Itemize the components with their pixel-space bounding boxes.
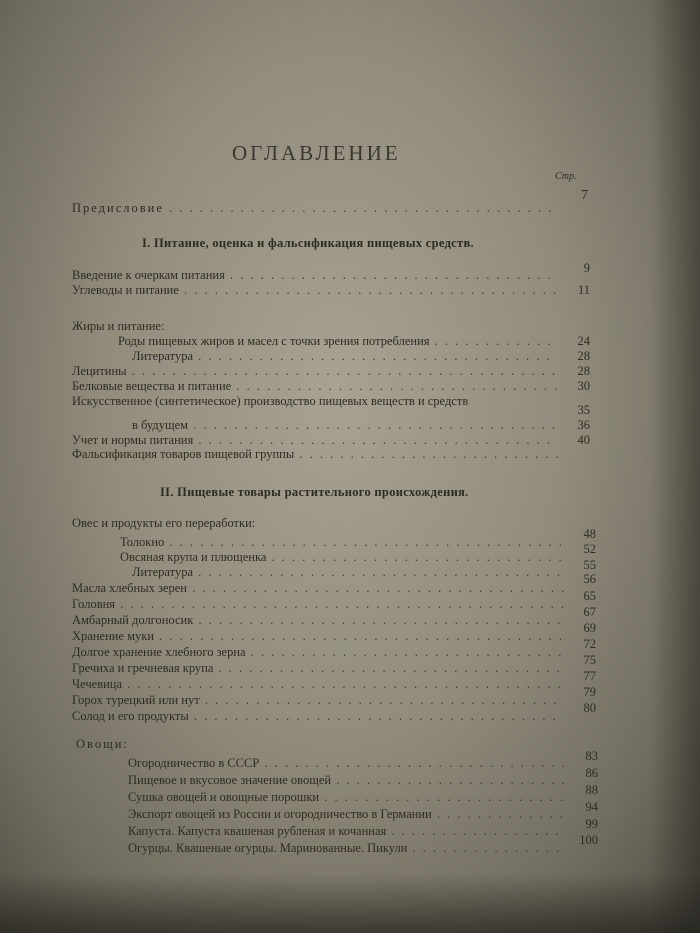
entry-page: 72: [583, 637, 596, 651]
entry-title: Огородничество в СССР . . .: [128, 756, 566, 770]
page-shadow-bottom: [0, 873, 700, 933]
entry-page: 94: [585, 800, 598, 814]
entry-page: 56: [583, 572, 596, 586]
entry-title: Фальсификация товаров пищевой группы . . .: [72, 447, 558, 461]
entry-page: 67: [583, 605, 596, 619]
entry-title: Толокно . . .: [120, 535, 564, 549]
toc-entry: [72, 669, 596, 691]
entry-title: Головня . . .: [72, 597, 564, 611]
entry-page: 88: [585, 783, 598, 797]
entry-title: Искусственное (синтетическое) производство пищевых веществ и средств: [72, 394, 469, 408]
toc-entry: [120, 527, 596, 549]
toc-entry: [72, 364, 590, 378]
entry-title: Чечевица . . .: [72, 677, 564, 691]
toc-entry: [72, 621, 596, 643]
toc-entry: [128, 766, 598, 787]
entry-title: Литература . . .: [132, 565, 564, 579]
toc-entry: [72, 605, 596, 627]
toc-entry: [72, 433, 590, 447]
entry-title: Солод и его продукты . . .: [72, 709, 564, 723]
entry-title: Овощи:: [76, 737, 129, 751]
toc-entry: [72, 319, 590, 333]
toc-entry: [132, 418, 590, 432]
page-shadow-right: [650, 0, 700, 933]
entry-page: 86: [585, 766, 598, 780]
toc-entry: [72, 283, 590, 297]
toc-entry: [132, 558, 596, 579]
toc-entry: [128, 783, 598, 804]
entry-title: Огурцы. Квашеные огурцы. Маринованные. Пикули . . .: [128, 841, 566, 855]
entry-page: 52: [583, 542, 596, 556]
toc-entry: [118, 334, 590, 348]
entry-title: Жиры и питание:: [72, 319, 165, 333]
section-title-2: II. Пищевые товары растительного происхождения.: [160, 485, 469, 499]
toc-entry: [72, 394, 590, 417]
entry-page: 40: [577, 433, 590, 447]
toc-entry: [72, 653, 596, 675]
entry-title: Экспорт овощей из России и огородничество в Германии . . .: [128, 807, 566, 821]
entry-title: Гречиха и гречневая крупа . . .: [72, 661, 564, 675]
entry-page: 69: [583, 621, 596, 635]
toc-entry: [128, 817, 598, 838]
entry-page: 80: [583, 701, 596, 715]
page-column-label: Стр.: [555, 171, 577, 182]
entry-title: Лецитины . . .: [72, 364, 558, 378]
toc-entry: [72, 516, 596, 530]
toc-entry: [72, 379, 590, 393]
entry-title: Пищевое и вкусовое значение овощей . . .: [128, 773, 566, 787]
entry-page: 9: [583, 261, 590, 275]
toc-entry: [72, 261, 590, 282]
entry-page: 7: [581, 188, 588, 203]
entry-page: 79: [583, 685, 596, 699]
toc-entry-preface: [72, 188, 588, 215]
entry-title: Горох турецкий или нут . . .: [72, 693, 564, 707]
toc-heading: ОГЛАВЛЕНИЕ: [232, 141, 401, 165]
entry-title: Введение к очеркам питания . . .: [72, 268, 558, 282]
toc-entry: [128, 800, 598, 821]
toc-entry: [128, 749, 598, 770]
entry-title: Капуста. Капуста квашеная рубленая и кочанная . . .: [128, 824, 566, 838]
entry-page: 24: [577, 334, 590, 348]
entry-page: 65: [583, 589, 596, 603]
entry-page: 100: [579, 833, 598, 847]
entry-title: Учет и нормы питания . . .: [72, 433, 558, 447]
toc-entry: [72, 701, 596, 723]
entry-page: 48: [583, 527, 596, 541]
section-title-1: I. Питание, оценка и фальсификация пищевых средств.: [142, 236, 474, 250]
entry-page: 35: [577, 403, 590, 417]
toc-entry: [132, 349, 590, 363]
entry-page: 28: [577, 364, 590, 378]
entry-title: Масла хлебных зерен . . .: [72, 581, 564, 595]
entry-title: Овес и продукты его переработки:: [72, 516, 256, 530]
entry-page: 83: [585, 749, 598, 763]
entry-title: Углеводы и питание . . .: [72, 283, 558, 297]
toc-entry: [72, 447, 590, 461]
entry-title: в будущем . . .: [132, 418, 558, 432]
entry-title: Роды пищевых жиров и масел с точки зрения потребления . . .: [118, 334, 558, 348]
toc-entry: [72, 637, 596, 659]
entry-title: Долгое хранение хлебного зерна . . .: [72, 645, 564, 659]
entry-title: Овсяная крупа и плющенка . . .: [120, 550, 564, 564]
entry-page: 99: [585, 817, 598, 831]
toc-entry: [72, 685, 596, 707]
entry-title: Хранение муки . . .: [72, 629, 564, 643]
entry-title: Сушка овощей и овощные порошки . . .: [128, 790, 566, 804]
entry-page: 11: [577, 283, 590, 297]
entry-page: 28: [577, 349, 590, 363]
toc-entry: [128, 833, 598, 855]
entry-page: 36: [577, 418, 590, 432]
entry-page: 55: [583, 558, 596, 572]
entry-title: Предисловие . . .: [72, 201, 556, 215]
entry-title: Литература . . .: [132, 349, 558, 363]
entry-page: 77: [583, 669, 596, 683]
entry-title: Амбарный долгоносик . . .: [72, 613, 564, 627]
toc-entry: [72, 589, 596, 611]
entry-title: Белковые вещества и питание . . .: [72, 379, 558, 393]
toc-entry: [76, 737, 596, 751]
entry-page: 75: [583, 653, 596, 667]
entry-page: 30: [577, 379, 590, 393]
